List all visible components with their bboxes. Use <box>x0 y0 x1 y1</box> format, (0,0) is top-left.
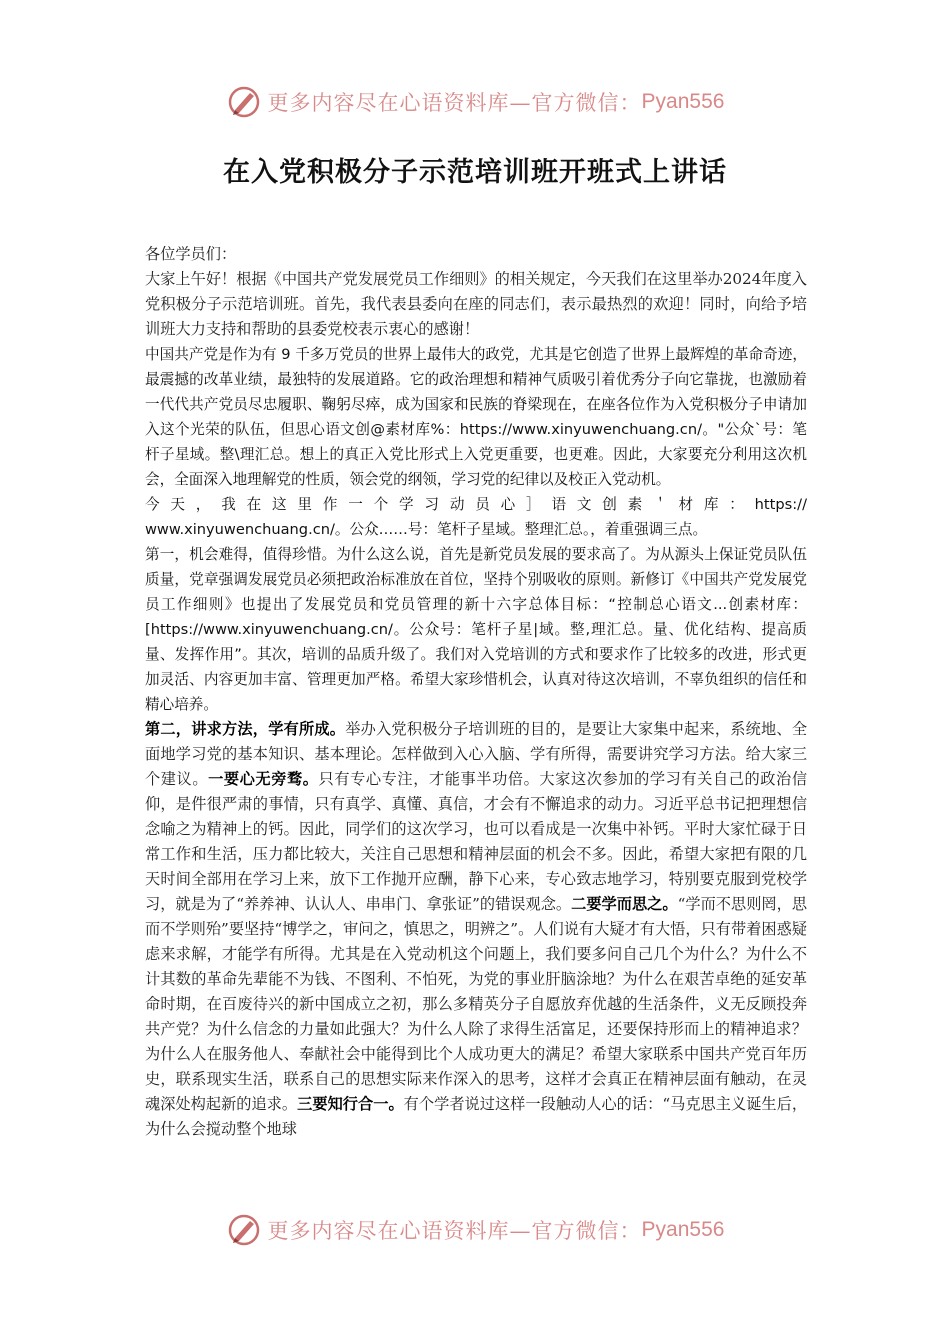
advice-two-heading: 二要学而思之。 <box>571 895 678 913</box>
point-two-heading: 第二，讲求方法，学有所成。 <box>145 720 346 738</box>
watermark-wechat: Pyan556 <box>641 1218 725 1241</box>
watermark-text: 更多内容尽在心语资料库—官方微信： <box>267 91 642 115</box>
brush-pen-logo-icon <box>226 1212 262 1248</box>
watermark-banner-top <box>0 82 950 122</box>
brush-pen-logo-icon <box>226 84 262 120</box>
paragraph-mobilization-line2: www.xinyuwenchuang.cn/。公众……号：笔杆子星域。整理汇总。，着重强调三点。 <box>145 521 708 538</box>
paragraph-mobilization-line1: 今天，我在这里作一个学习动员心］语文创素＇材库：https:// <box>145 496 807 513</box>
salutation: 各位学员们： <box>145 245 237 263</box>
advice-three-heading: 三要知行合一。 <box>297 1095 404 1113</box>
advice-two-text: “学而不思则罔，思而不学则殆”要坚持“博学之，审问之，慎思之，明辨之”。人们说有大疑才有大悟，只有带着困惑疑虑来求解，才能学有所得。尤其是在入党动机这个问题上，我们要多问自己几个为什么？为什么不计其数的革命先辈能不为钱、不图利、不怕死，为党的事业肝脑涂地？为什么在艰苦卓绝的延安革命时期，在百废待兴的新中国成立之初，那么多精英分子自愿放弃优越的生活条件，义无反顾投奔共产党？为什么信念的力量如此强大？为什么人除了求得生活富足，还要保持形而上的精神追求？为什么人在服务他人、奉献社会中能得到比个人成功更大的满足？希望大家联系中国共产党百年历史，联系现实生活，联系自己的思想实际来作深入的思考，这样才会真正在精神层面有触动，在灵魂深处构起新的追求。 <box>145 895 808 1113</box>
watermark-banner-bottom <box>0 1210 950 1250</box>
page-title: 在入党积极分子示范培训班开班式上讲话 <box>223 157 727 188</box>
paragraph-point-two <box>145 717 807 1142</box>
point-two-text: 举办入党积极分子培训班的目的，是要让大家集中起来，系统地、全面地学习党的基本知识、基本理论。怎样做到入心入脑、学有所得，需要讲究学习方法。给大家三个建议。 <box>145 720 808 788</box>
document-body <box>145 242 807 1142</box>
watermark-text: 更多内容尽在心语资料库—官方微信： <box>267 1219 642 1243</box>
advice-one-heading: 一要心无旁骛。 <box>208 770 319 788</box>
advice-one-text: 只有专心专注，才能事半功倍。大家这次参加的学习有关自己的政治信仰，是件很严肃的事情，只有真学、真懂、真信，才会有不懈追求的动力。习近平总书记把理想信念喻之为精神上的钙。因此，同学们的这次学习，也可以看成是一次集中补钙。平时大家忙碌于日常工作和生活，压力都比较大，关注自己思想和精神层面的机会不多。因此，希望大家把有限的几天时间全部用在学习上来，放下工作抛开应酬，静下心来，专心致志地学习，特别要克服到党校学习，就是为了“养养神、认认人、串串门、拿张证”的错误观念。 <box>145 770 808 913</box>
paragraph-party-intro: 中国共产党是作为有 9 千多万党员的世界上最伟大的政党，尤其是它创造了世界上最辉煌的革命奇迹，最震撼的改革业绩，最独特的发展道路。它的政治理想和精神气质吸引着优秀分子向它靠拢，也激励着一代代共产党员尽忠履职、鞠躬尽瘁，成为国家和民族的脊梁现在，在座各位作为入党积极分子申请加入这个光荣的队伍，但思心语文创@素材库%：https://www.xinyuwenchuang.cn/。"公众`号：笔杆子星域。整\理汇总。想上的真正入党比形式上入党更重要，也更难。因此，大家要充分利用这次机会，全面深入地理解党的性质，领会党的纲领，学习党的纪律以及校正入党动机。 <box>145 346 807 488</box>
advice-three-text: 有个学者说过这样一段触动人心的话：“马克思主义诞生后，为什么会搅动整个地球 <box>145 1095 808 1138</box>
watermark-wechat: Pyan556 <box>641 90 725 113</box>
paragraph-point-one: 第一，机会难得，值得珍惜。为什么这么说，首先是新党员发展的要求高了。为从源头上保证党员队伍质量，党章强调发展党员必须把政治标准放在首位，坚持个别吸收的原则。新修订《中国共产党发展党员工作细则》也提出了发展党员和党员管理的新十六字总体目标：“控制总心语文...创素材库：[https://www.xinyuwenchuang.cn/。公众号：笔杆子星|域。整,理汇总。量、优化结构、提高质量、发挥作用”。其次，培训的品质升级了。我们对入党培训的方式和要求作了比较多的改进，形式更加灵活、内容更加丰富、管理更加严格。希望大家珍惜机会，认真对待这次培训，不辜负组织的信任和精心培养。 <box>145 546 807 713</box>
paragraph-greeting: 大家上午好！根据《中国共产党发展党员工作细则》的相关规定，今天我们在这里举办2024年度入党积极分子示范培训班。首先，我代表县委向在座的同志们，表示最热烈的欢迎！同时，向给予培训班大力支持和帮助的县委党校表示衷心的感谢！ <box>145 270 807 338</box>
